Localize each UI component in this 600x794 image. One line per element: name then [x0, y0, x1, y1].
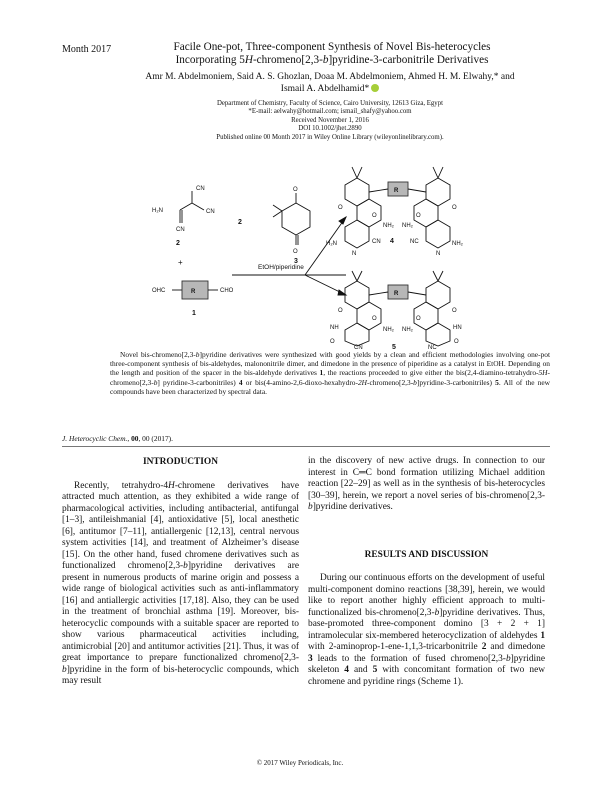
svg-text:N: N — [436, 251, 441, 257]
results-paragraph-1: During our continuous efforts on the development of useful multi-component domino reactions [38,39], herein, we would like to report another highly efficient approach to multi-functionalized bis-chromeno[2,3-b]pyridine derivatives. Thus, base-promoted three-component domino [3 + 2 + 1] intramolecular six-membered heterocyclization of aldehydes 1 with 2-aminoprop-1-ene-1,1,3-tricarbonitrile 2 and dimedone 3 leads to the formation of fused chromeno[2,3-b]pyridine skeleton 4 and 5 with concomitant formation of two new chromene and pyridine rings (Scheme 1). — [308, 573, 546, 687]
product-4-structure — [326, 167, 464, 257]
svg-text:O: O — [416, 316, 421, 322]
label-product-5: 5 — [392, 344, 396, 350]
svg-text:O: O — [330, 339, 335, 345]
author-line-1: Amr M. Abdelmoniem, Said A. S. Ghozlan, Doaa M. Abdelmoniem, Ahmed H. M. Elwahy,* and — [145, 72, 515, 82]
svg-text:O: O — [372, 213, 377, 219]
svg-text:CN: CN — [206, 209, 215, 215]
orcid-icon[interactable] — [371, 84, 379, 92]
section-divider — [62, 446, 550, 447]
title-line-2: Incorporating 5H-chromeno[2,3-b]pyridine-3-carbonitrile Derivatives — [175, 54, 489, 66]
svg-text:NH₂: NH₂ — [402, 223, 413, 229]
svg-text:O: O — [416, 213, 421, 219]
issue-month: Month 2017 — [62, 44, 112, 55]
author-list — [110, 71, 550, 95]
author-line-2: Ismail A. Abdelhamid* — [110, 83, 550, 95]
plus-sign: + — [178, 258, 183, 267]
svg-text:NH₂: NH₂ — [383, 223, 394, 229]
svg-text:H₂N: H₂N — [152, 208, 163, 214]
column-left — [62, 457, 300, 688]
compound-3-structure — [273, 187, 310, 265]
svg-text:O: O — [452, 205, 457, 211]
introduction-heading: INTRODUCTION — [142, 457, 218, 467]
results-heading: RESULTS AND DISCUSSION — [364, 549, 489, 560]
svg-text:N: N — [352, 251, 357, 257]
title-line-1: Facile One-pot, Three-component Synthesis of Novel Bis-heterocycles — [173, 41, 491, 53]
svg-text:O: O — [338, 205, 343, 211]
journal-citation: J. Heterocyclic Chem., 00, 00 (2017). — [62, 434, 173, 443]
corresponding-email[interactable]: *E-mail: aelwahy@hotmail.com; ismail_shafy@yahoo.com — [248, 108, 412, 116]
svg-text:NH₂: NH₂ — [383, 327, 394, 333]
svg-text:CN: CN — [176, 227, 185, 233]
copyright-footer: © 2017 Wiley Periodicals, Inc. — [256, 759, 344, 767]
intro-paragraph-1: Recently, tetrahydro-4H-chromene derivatives have attracted much attention, as they exhibited a wide range of pharmacological activities, including antibacterial, antifungal [1–3], antileishmanial [4], antioxidative [5], local anesthetic [6], antitumor [7–11], antiallergenic [12,13], central nervous system activities [14], and treatment of Alzheimer’s disease [15]. On the other hand, fused chromene derivatives such as functionalized chromeno[2,3-b]pyridine derivatives are present in numerous products of marine origin and possess a wide range of biological activities such as anti-inflammatory [16] and antiallergic activities [17,18]. Also, they can be used in the treatment of bronchial asthma [19]. Moreover, bis-heterocyclic compounds with a suitable spacer are reported to show various pharmaceutical activities including, antimicrobial [20] and antitumor activities [21]. Thus, it was of great importance to prepare functionalized chromeno[2,3-b]pyridine in the form of bis-heterocyclic compounds, which may result — [62, 480, 300, 686]
svg-text:R: R — [394, 291, 399, 297]
label-product-4: 4 — [390, 238, 394, 245]
svg-text:O: O — [293, 249, 298, 255]
compound-1-structure — [152, 281, 234, 317]
label-compound-2: 2 — [176, 240, 180, 247]
svg-text:CN: CN — [354, 345, 363, 350]
reaction-conditions: EtOH/piperidine — [258, 264, 304, 271]
svg-text:CN: CN — [372, 239, 381, 245]
affiliation-block — [100, 100, 560, 142]
svg-text:NH: NH — [330, 325, 339, 331]
svg-text:OHC: OHC — [152, 288, 166, 294]
graphical-abstract-scheme — [140, 145, 470, 350]
svg-text:O: O — [293, 187, 298, 193]
abstract — [110, 350, 550, 396]
svg-text:CN: CN — [196, 186, 205, 192]
label-compound-3: 3 — [294, 258, 298, 265]
doi[interactable]: DOI 10.1002/jhet.2890 — [298, 125, 362, 133]
published-online: Published online 00 Month 2017 in Wiley Online Library (wileyonlinelibrary.com). — [216, 133, 444, 141]
compound-2-structure — [152, 186, 215, 247]
article-title — [132, 41, 532, 67]
label-reagent-2: 2 — [238, 219, 242, 226]
svg-text:O: O — [372, 316, 377, 322]
svg-text:NH₂: NH₂ — [452, 241, 463, 247]
svg-text:NH₂: NH₂ — [402, 327, 413, 333]
product-5-structure — [330, 271, 462, 350]
spacer-r: R — [191, 289, 196, 295]
column-right — [308, 456, 545, 688]
svg-text:O: O — [338, 308, 343, 314]
svg-text:NC: NC — [428, 345, 437, 350]
intro-paragraph-1-continued: in the discovery of new active drugs. In connection to our interest in C═C bond formation utilizing Michael addition reaction [22–29] as well as in the synthesis of bis-heterocycles [30–39], herein, we report a novel series of bis-chromeno[2,3-b]pyridine derivatives. — [308, 456, 545, 512]
affiliation-department: Department of Chemistry, Faculty of Science, Cairo University, 12613 Giza, Egypt — [216, 100, 443, 107]
svg-text:O: O — [452, 308, 457, 314]
received-date: Received November 1, 2016 — [291, 116, 369, 124]
abstract-text: Novel bis-chromeno[2,3-b]pyridine derivatives were synthesized with good yields by a clean and efficient methodologies involving one-pot three-component synthesis of bis-aldehydes, malononitrile dimer, and dimedone in the presence of piperidine as a catalyst in EtOH. Depending on the length and position of the spacer in the bis-aldehyde derivatives 1, the reactions proceeded to give either the bis(2,4-diamino-tetrahydro-5H-chromeno[2,3-b] pyridine-3-carbonitriles) 4 or bis(4-amino-2,6-dioxo-hexahydro-2H-chromeno[2,3-b]pyridine-3-carbonitriles) 5. All of the new compounds have been characterized by spectral data. — [110, 350, 550, 396]
svg-text:H₂N: H₂N — [326, 241, 337, 247]
svg-text:CHO: CHO — [220, 288, 234, 294]
svg-text:NC: NC — [410, 239, 419, 245]
label-compound-1: 1 — [192, 310, 196, 317]
svg-text:O: O — [454, 339, 459, 345]
svg-text:R: R — [394, 188, 399, 194]
svg-text:HN: HN — [453, 325, 462, 331]
